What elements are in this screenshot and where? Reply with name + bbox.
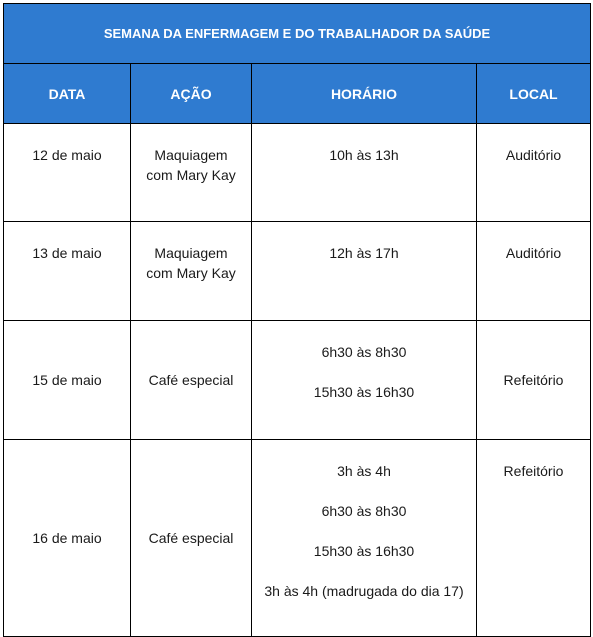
action-cell <box>131 440 252 637</box>
header-local: LOCAL <box>477 64 591 124</box>
time-line: 15h30 às 16h30 <box>313 384 415 400</box>
location-cell <box>477 222 591 321</box>
time-cell <box>252 321 477 440</box>
time-cell <box>252 124 477 222</box>
location-cell <box>477 440 591 637</box>
time-line: 12h às 17h <box>329 245 399 261</box>
location-text: Auditório <box>505 245 562 261</box>
header-data: DATA <box>4 64 131 124</box>
date-cell <box>4 124 131 222</box>
location-cell <box>477 321 591 440</box>
action-line: com Mary Kay <box>146 265 236 281</box>
location-text: Auditório <box>505 147 562 163</box>
location-text: Refeitório <box>503 463 564 479</box>
time-line: 3h às 4h <box>337 463 391 479</box>
action-line: Maquiagem <box>154 245 228 261</box>
date-text: 16 de maio <box>32 530 102 546</box>
table-row <box>4 440 591 637</box>
action-cell <box>131 222 252 321</box>
action-cell <box>131 124 252 222</box>
time-line: 15h30 às 16h30 <box>313 543 415 559</box>
date-text: 15 de maio <box>32 372 102 388</box>
date-cell <box>4 321 131 440</box>
header-row <box>4 64 591 124</box>
title-row <box>4 4 591 64</box>
date-cell <box>4 222 131 321</box>
time-line: 6h30 às 8h30 <box>321 503 407 519</box>
time-line: 10h às 13h <box>329 147 399 163</box>
time-cell <box>252 440 477 637</box>
table-title: SEMANA DA ENFERMAGEM E DO TRABALHADOR DA SAÚDE <box>4 4 591 64</box>
table-row <box>4 222 591 321</box>
header-horario: HORÁRIO <box>252 64 477 124</box>
action-cell <box>131 321 252 440</box>
action-line: Café especial <box>148 530 234 546</box>
time-line: 6h30 às 8h30 <box>321 344 407 360</box>
date-text: 13 de maio <box>32 245 102 261</box>
date-cell <box>4 440 131 637</box>
date-text: 12 de maio <box>32 147 102 163</box>
location-text: Refeitório <box>503 372 564 388</box>
location-cell <box>477 124 591 222</box>
action-line: Maquiagem <box>154 147 228 163</box>
table-row <box>4 124 591 222</box>
header-acao: AÇÃO <box>131 64 252 124</box>
table-row <box>4 321 591 440</box>
action-line: com Mary Kay <box>146 167 236 183</box>
action-line: Café especial <box>148 372 234 388</box>
time-line: 3h às 4h (madrugada do dia 17) <box>264 583 464 599</box>
time-cell <box>252 222 477 321</box>
schedule-table <box>3 3 591 637</box>
